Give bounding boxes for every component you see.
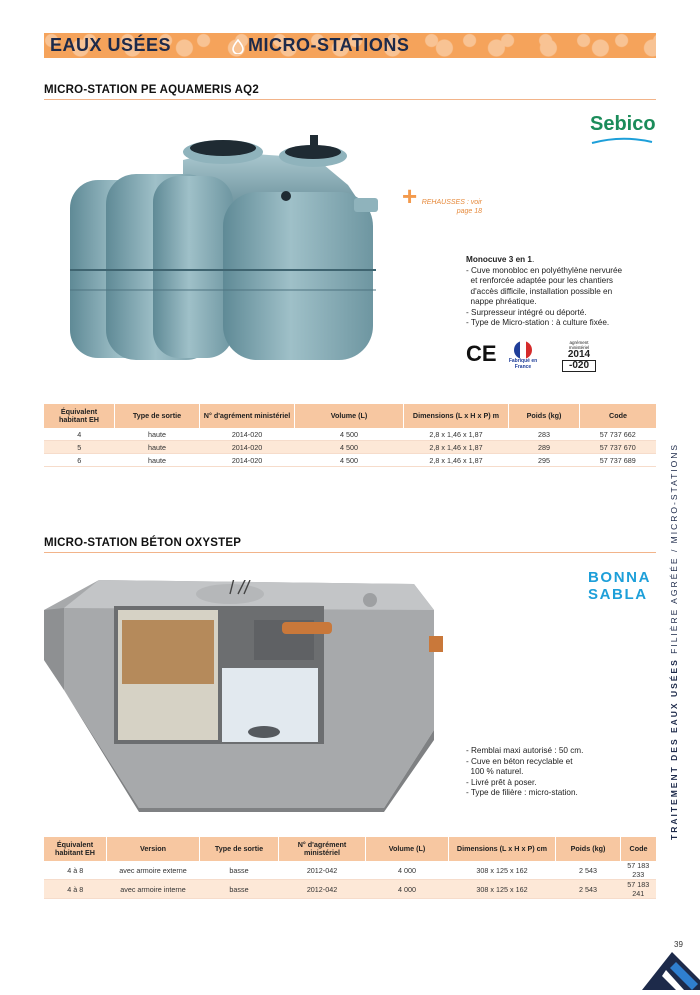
cell: 4 000 [366, 861, 449, 880]
sidebar-light: FILIÈRE AGRÉÉE / MICRO-STATIONS [669, 442, 679, 654]
cell: haute [115, 441, 200, 454]
sebico-logo-text: Sebico [590, 113, 656, 135]
agrement-badge-year: 2014 [567, 349, 591, 360]
desc-bold-suffix: . [531, 255, 535, 264]
col-header: Équivalent habitant EH [44, 837, 107, 861]
cell: 308 x 125 x 162 [449, 861, 556, 880]
cell: 2012-042 [279, 880, 366, 899]
cell: 57 737 670 [580, 441, 657, 454]
bonna-logo-line2: SABLA [588, 586, 648, 603]
col-header: Code [580, 404, 657, 428]
table-row [44, 441, 656, 454]
desc-bold: Monocuve 3 en 1 [466, 255, 532, 264]
ce-mark-icon: CE [466, 341, 497, 366]
col-header: N° d'agrément ministériel [200, 404, 295, 428]
col-header: Version [107, 837, 200, 861]
desc-line: et renforcée adaptée pour les chantiers [466, 276, 614, 285]
oxystep-tank-image [44, 580, 444, 812]
cell: 6 [44, 454, 115, 467]
section1-description [466, 255, 666, 329]
desc-line: d'accès difficile, installation possible en [466, 286, 613, 296]
section2-title: MICRO-STATION BÉTON OXYSTEP [44, 537, 242, 549]
table-row [44, 454, 656, 467]
cell: 5 [44, 441, 115, 454]
vertical-section-label [669, 442, 689, 860]
table-row [44, 861, 656, 880]
france-badge-label: Fabriqué en France [508, 358, 538, 370]
cell: 289 [509, 441, 580, 454]
cell: 4 500 [295, 428, 404, 441]
desc-line: 100 % naturel. [466, 767, 524, 776]
plus-icon: + [402, 181, 418, 211]
cell: haute [115, 454, 200, 467]
cell: 4 [44, 428, 115, 441]
cell: basse [200, 861, 279, 880]
cell: avec armoire interne [107, 880, 200, 899]
rehausses-label: REHAUSSES : voir page 18 [421, 199, 482, 215]
col-header: Code [621, 837, 657, 861]
cell: 4 à 8 [44, 861, 107, 880]
cell: basse [200, 880, 279, 899]
agrement-badge-top: agrément ministériel [568, 340, 590, 350]
cell: 57 737 689 [580, 454, 657, 467]
cell: haute [115, 428, 200, 441]
header-title-right: MICRO-STATIONS [248, 35, 410, 55]
col-header: Type de sortie [115, 404, 200, 428]
cell: 57 183 233 [621, 861, 657, 880]
cell: 2 543 [556, 861, 621, 880]
sebico-swoosh-icon [590, 137, 654, 145]
col-header: Type de sortie [200, 837, 279, 861]
cell: 283 [509, 428, 580, 441]
col-header: Volume (L) [366, 837, 449, 861]
section2-rule [44, 552, 656, 553]
cell: 4 à 8 [44, 880, 107, 899]
section2-description [466, 746, 666, 799]
col-header: Équivalent habitant EH [44, 404, 115, 428]
cell: avec armoire externe [107, 861, 200, 880]
col-header: Dimensions (L x H x P) m [404, 404, 509, 428]
cell: 2,8 x 1,46 x 1,87 [404, 441, 509, 454]
header-banner [44, 33, 656, 58]
oxystep-table [44, 837, 656, 899]
desc-line: - Surpresseur intégré ou déporté. [466, 307, 587, 317]
col-header: Volume (L) [295, 404, 404, 428]
bonna-sabla-logo [588, 569, 651, 603]
sidebar-bold: TRAITEMENT DES EAUX USÉES [669, 658, 679, 840]
table-row [44, 428, 656, 441]
cell: 2,8 x 1,46 x 1,87 [404, 454, 509, 467]
cell: 2012-042 [279, 861, 366, 880]
cell: 57 737 662 [580, 428, 657, 441]
cell: 2014-020 [200, 441, 295, 454]
corner-arrow-icon [636, 948, 700, 990]
col-header: Dimensions (L x H x P) cm [449, 837, 556, 861]
col-header: Poids (kg) [509, 404, 580, 428]
agrement-badge-num: -020 [562, 360, 596, 372]
sebico-logo [590, 113, 656, 136]
cell: 308 x 125 x 162 [449, 880, 556, 899]
cell: 2014-020 [200, 454, 295, 467]
cell: 295 [509, 454, 580, 467]
cell: 57 183 241 [621, 880, 657, 899]
table-header-row [44, 837, 656, 861]
desc-line: - Cuve monobloc en polyéthylène nervurée [466, 265, 623, 275]
bonna-logo-line1: BONNA [588, 569, 651, 586]
agrement-badge [562, 340, 596, 372]
section1-rule [44, 99, 656, 100]
cell: 2,8 x 1,46 x 1,87 [404, 428, 509, 441]
water-drop-icon [232, 39, 244, 58]
france-badge [505, 340, 541, 372]
cell: 2014-020 [200, 428, 295, 441]
cell: 4 000 [366, 880, 449, 899]
col-header: N° d'agrément ministériel [279, 837, 366, 861]
french-flag-icon [512, 340, 534, 360]
page-number: 39 [674, 940, 683, 949]
cell: 4 500 [295, 454, 404, 467]
desc-line: nappe phréatique. [466, 297, 537, 306]
section1-title: MICRO-STATION PE AQUAMERIS AQ2 [44, 84, 259, 96]
table-row [44, 880, 656, 899]
aquameris-table [44, 404, 656, 467]
table-header-row [44, 404, 656, 428]
desc-line: - Type de filière : micro-station. [466, 788, 578, 797]
desc-line: - Livré prêt à poser. [466, 777, 537, 787]
desc-line: - Type de Micro-station : à culture fixée. [466, 318, 610, 327]
desc-line: - Remblai maxi autorisé : 50 cm. [466, 746, 584, 755]
cell: 2 543 [556, 880, 621, 899]
header-title-left: EAUX USÉES [50, 35, 172, 55]
col-header: Poids (kg) [556, 837, 621, 861]
cell: 4 500 [295, 441, 404, 454]
aquameris-tank-image [58, 130, 388, 370]
desc-line: - Cuve en béton recyclable et [466, 756, 573, 766]
